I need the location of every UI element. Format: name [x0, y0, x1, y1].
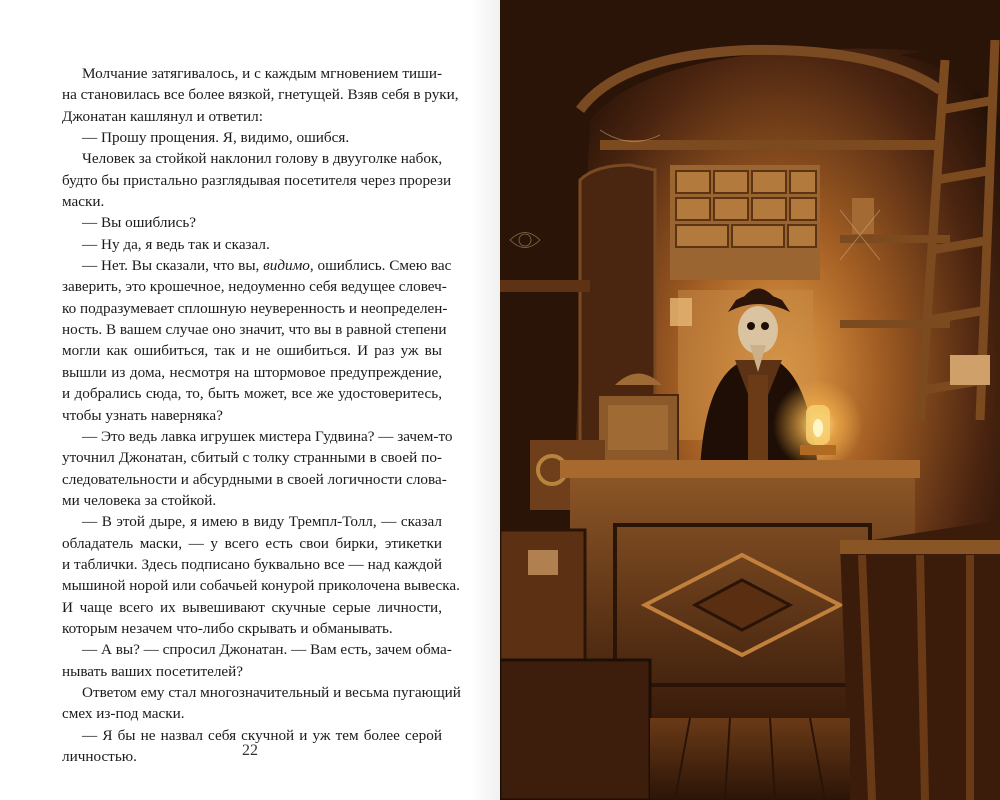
text-line: могли как ошибиться, так и не ошибиться. И раз уж вы: [62, 342, 442, 360]
envelope: [950, 355, 990, 385]
text-line: Ответом ему стал многозначительный и весьма пугающий: [82, 683, 461, 701]
counter-top: [560, 460, 920, 478]
text-line: ко подразумевает сплошную неуверенность и неопределен-: [62, 299, 448, 317]
text-line: обладатель маски, — у всего есть свои бирки, этикетки: [62, 534, 442, 552]
text-line: маски.: [62, 193, 105, 211]
text-line: — Ну да, я ведь так и сказал.: [82, 235, 270, 253]
text-line: смех из-под маски.: [62, 705, 185, 723]
text-line: — В этой дыре, я имею в виду Тремпл-Толл, — сказал: [82, 513, 442, 531]
text-line: чтобы узнать наверняка?: [62, 406, 223, 424]
cabinet-drawers: [676, 171, 816, 247]
text-line: — А вы? — спросил Джонатан. — Вам есть, зачем обма-: [82, 641, 452, 659]
text-line: будто бы пристально разглядывая посетителя через прорези: [62, 171, 452, 189]
text-line: нывать ваших посетителей?: [62, 662, 244, 680]
foreground-crate-lower: [500, 660, 650, 800]
text-column: [62, 63, 461, 767]
notice-paper: [670, 298, 692, 326]
text-line: — Вы ошиблись?: [82, 214, 196, 232]
text-line: — Я бы не назвал себя скучной и уж тем более серой: [82, 726, 442, 744]
text-line: мышиной норой или собачьей конурой приколочена вывеска.: [62, 577, 460, 595]
text-line: личностью.: [62, 748, 137, 765]
gutter-shadow: [470, 0, 500, 800]
page-number: 22: [242, 742, 258, 759]
text-line: Джонатан кашлянул и ответил:: [62, 107, 263, 125]
text-line: заверить, это крошечное, недоуменно себя ведущее словеч-: [62, 278, 447, 296]
text-line: уточнил Джонатан, сбитый с толку странными в своей по-: [62, 449, 442, 467]
text-line: и таблички. Здесь подписано буквально все — над каждой: [62, 555, 442, 573]
text-line: на становилась все более вязкой, гнетущей. Взяв себя в руки,: [62, 86, 459, 104]
text-line: И чаще всего их вывешивают скучные серые личности,: [62, 598, 442, 616]
text-segment: — Нет. Вы сказали, что вы,: [82, 257, 264, 275]
text-line: вышли из дома, несмотря на штормовое предупреждение,: [62, 363, 442, 381]
wooden-floor: [650, 718, 850, 800]
foreground-crate-upper: [500, 530, 585, 660]
text-line: Человек за стойкой наклонил голову в двууголке набок,: [82, 150, 443, 168]
text-line: [62, 255, 452, 276]
illustration-page: [500, 0, 1000, 800]
shop-illustration: [500, 0, 1000, 800]
text-line: ность. В вашем случае оно значит, что вы в равной степени: [62, 321, 447, 339]
text-line: и добрались сюда, то, быть может, все же удостоверитесь,: [62, 385, 442, 403]
top-shelf: [600, 140, 940, 150]
text-line: — Это ведь лавка игрушек мистера Гудвина? — зачем-то: [82, 427, 453, 445]
emphasized-word: видимо: [263, 257, 310, 275]
text-line: которым незачем что-либо скрывать и обманывать.: [62, 619, 393, 637]
text-segment: , ошиблись. Смею вас: [309, 257, 452, 275]
right-table-top: [840, 540, 1000, 554]
text-line: ми человека за стойкой.: [62, 491, 217, 509]
crate-label: [528, 550, 558, 575]
text-line: Молчание затягивалось, и с каждым мгновением тиши-: [82, 65, 442, 82]
text-line: следовательности и абсурдными в своей логичности слова-: [62, 470, 447, 488]
text-line: — Прошу прощения. Я, видимо, ошибся.: [82, 129, 350, 147]
left-wall-shelf: [500, 280, 590, 292]
